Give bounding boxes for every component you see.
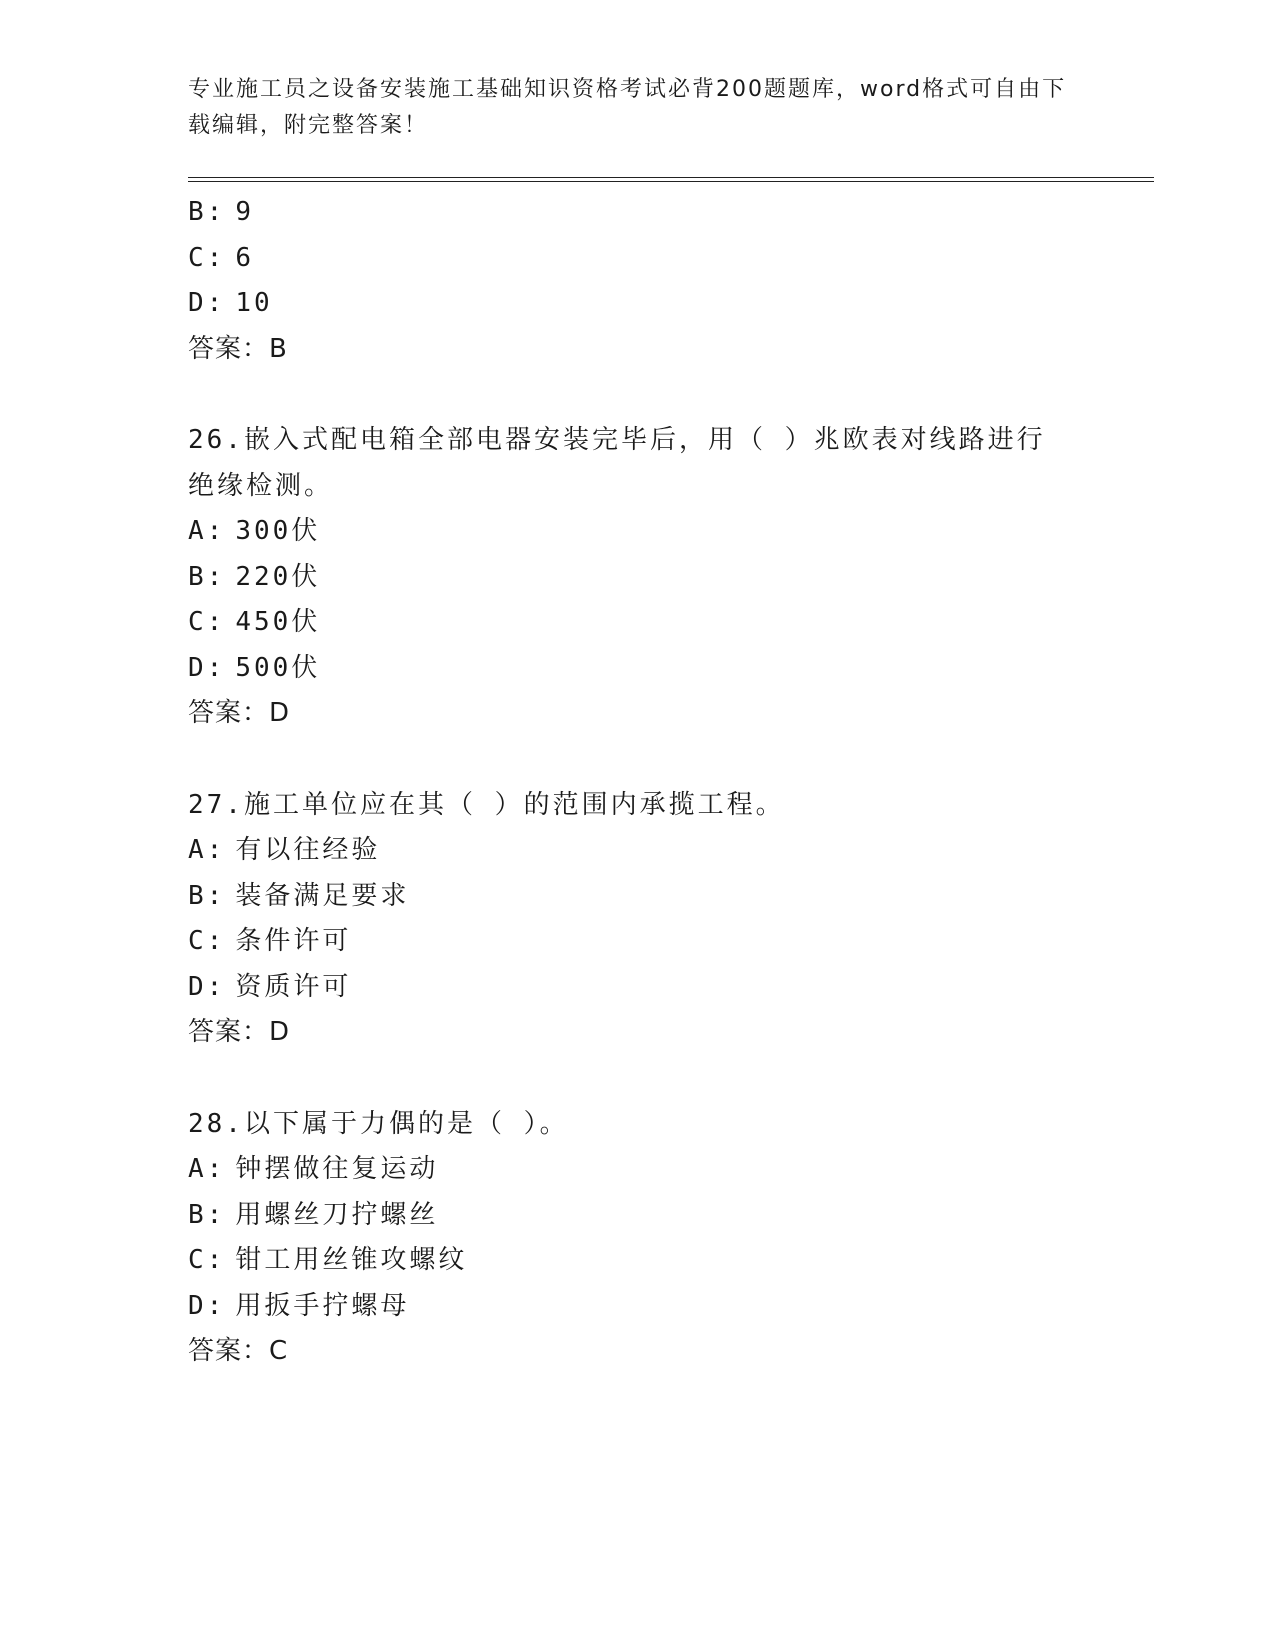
option-letter: B: [188,197,226,227]
option-letter: C: [188,1245,226,1275]
option-c [188,600,1088,646]
option-letter: C: [188,242,226,273]
option-c [188,236,1088,282]
question-list [188,190,1088,1375]
spacer [188,372,1088,418]
option-text: 用扳手拧螺母 [235,1290,410,1321]
question-28 [188,1102,1088,1375]
question-stem: 28.以下属于力偶的是（ ）。 [188,1108,569,1139]
option-letter: B: [188,1199,226,1230]
option-text: 钳工用丝锥攻螺纹 [235,1245,468,1275]
option-letter: C: [188,926,226,956]
option-text: 220伏 [235,561,321,592]
question-25 [188,190,1088,372]
option-letter: A: [188,516,226,546]
option-text: 有以往经验 [235,835,381,865]
option-b [188,874,1088,920]
option-text: 6 [235,242,254,273]
option-letter: B: [188,880,226,911]
answer: 答案：D [188,1017,291,1047]
spacer [188,1056,1088,1102]
document-header: 专业施工员之设备安装施工基础知识资格考试必背200题题库，word格式可自由下载编辑，附完整答案！ [188,77,1067,138]
answer: 答案：D [188,698,291,728]
answer: 答案：C [188,1336,289,1366]
question-27 [188,783,1088,1056]
option-letter: A: [188,1154,226,1184]
option-text: 500伏 [235,652,321,683]
question-stem: 27.施工单位应在其（ ）的范围内承揽工程。 [188,789,785,820]
option-a [188,509,1088,555]
option-text: 用螺丝刀拧螺丝 [235,1199,439,1230]
option-text: 10 [235,288,273,318]
answer: 答案：B [188,333,288,364]
option-b [188,555,1088,601]
option-letter: D: [188,288,226,318]
option-d [188,1284,1088,1330]
option-text: 450伏 [235,607,321,637]
option-text: 装备满足要求 [235,880,410,911]
option-letter: A: [188,835,226,865]
question-26 [188,418,1088,737]
option-letter: D: [188,971,226,1002]
option-text: 资质许可 [235,971,352,1002]
option-d [188,646,1088,692]
option-text: 钟摆做往复运动 [235,1154,439,1184]
spacer [188,737,1088,783]
option-text: 条件许可 [235,926,352,956]
option-letter: B: [188,561,226,592]
header-rule-thick [188,181,1154,182]
option-b [188,1193,1088,1239]
option-text: 9 [235,197,254,227]
option-c [188,1238,1088,1284]
option-c [188,919,1088,965]
option-text: 300伏 [235,516,321,546]
option-a [188,1147,1088,1193]
option-d [188,965,1088,1011]
question-stem: 26.嵌入式配电箱全部电器安装完毕后，用（ ）兆欧表对线路进行绝缘检测。 [188,425,1046,501]
option-a [188,828,1088,874]
option-b [188,190,1088,236]
option-letter: D: [188,652,226,683]
option-letter: D: [188,1290,226,1321]
option-d [188,281,1088,327]
option-letter: C: [188,607,226,637]
header-rule-thin [188,177,1154,178]
